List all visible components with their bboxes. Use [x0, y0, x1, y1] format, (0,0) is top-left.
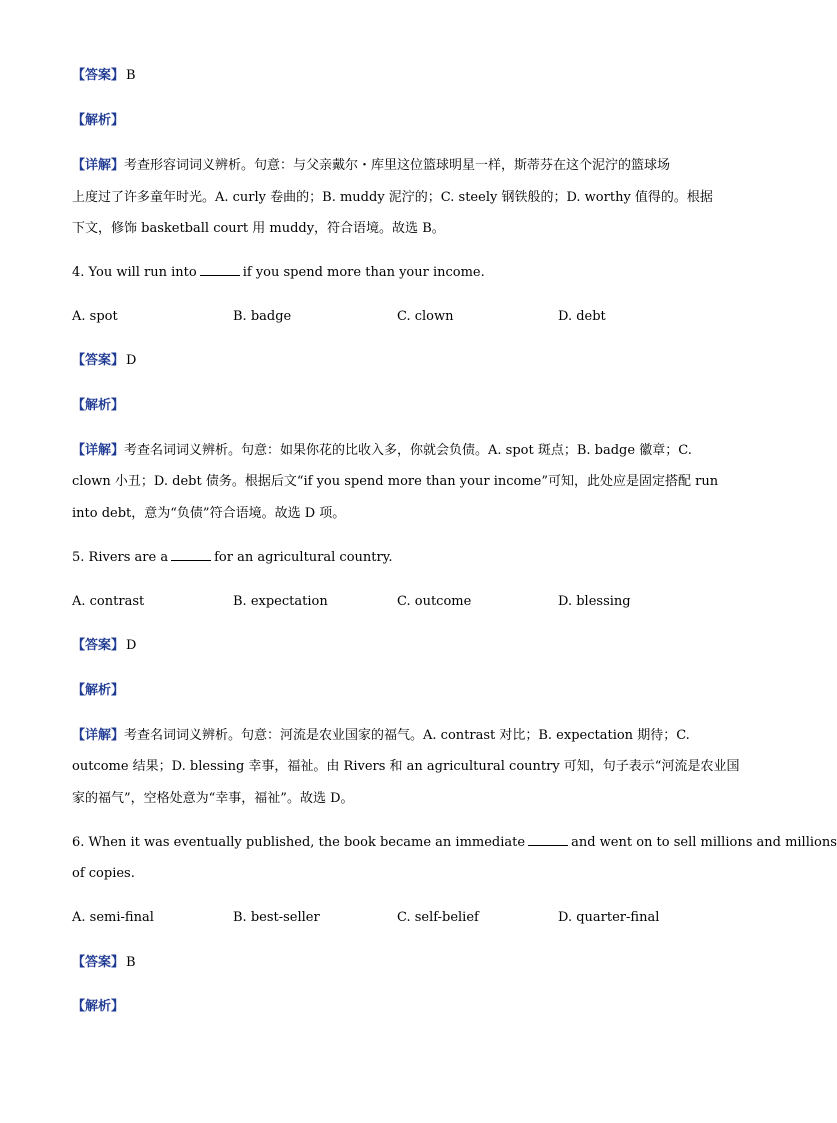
detail-tag: 【详解】 [72, 158, 125, 173]
detail-text: 考查名词词义辨析。句意：河流是农业国家的福气。A. contrast 对比；B. expectation 期待；C. [124, 728, 690, 743]
option-b: B. expectation [233, 594, 328, 609]
option-d: D. quarter-final [558, 910, 660, 925]
detail-tag: 【详解】 [72, 443, 125, 458]
answer-blank [171, 548, 211, 561]
detail-text: 家的福气”，空格处意为“幸事，福祉”。故选 D。 [72, 791, 354, 806]
question-stem [72, 548, 392, 567]
stem-text: for an agricultural country. [214, 550, 393, 565]
option-c: C. self-belief [397, 910, 479, 925]
detail-text: into debt，意为“负债”符合语境。故选 D 项。 [72, 506, 346, 521]
detail-line [72, 442, 692, 460]
detail-text: clown 小丑；D. debt 债务。根据后文“if you spend more than your income”可知，此处应是固定搭配 run [72, 474, 719, 489]
option-b: B. badge [233, 309, 292, 324]
stem-text: 6. When it was eventually published, the book became an immediate [72, 835, 526, 850]
detail-text: outcome 结果；D. blessing 幸事，福祉。由 Rivers 和 an agricultural country 可知，句子表示“河流是农业国 [72, 759, 740, 774]
option-a: A. semi-final [72, 910, 154, 925]
answer-tag: 【答案】 [72, 68, 125, 83]
answer-line [72, 352, 136, 370]
analysis-tag: 【解析】 [72, 113, 125, 128]
analysis-tag: 【解析】 [72, 683, 125, 698]
analysis-line [72, 682, 124, 700]
analysis-tag: 【解析】 [72, 398, 125, 413]
detail-text: 考查形容词词义辨析。句意：与父亲戴尔・库里这位篮球明星一样，斯蒂芬在这个泥泞的篮球场 [124, 158, 671, 173]
answer-blank [528, 833, 568, 846]
answer-line [72, 954, 136, 972]
option-a: A. spot [72, 309, 118, 324]
answer-tag: 【答案】 [72, 353, 125, 368]
analysis-tag: 【解析】 [72, 999, 125, 1014]
stem-text: and went on to sell millions and millions [571, 835, 837, 850]
option-c: C. clown [397, 309, 454, 324]
answer-value: D [126, 353, 137, 368]
stem-text: of copies. [72, 866, 135, 881]
analysis-line [72, 998, 124, 1016]
option-a: A. contrast [72, 594, 145, 609]
detail-line [72, 157, 670, 175]
option-d: D. blessing [558, 594, 631, 609]
stem-text: if you spend more than your income. [242, 265, 485, 280]
answer-tag: 【答案】 [72, 955, 125, 970]
analysis-line [72, 112, 124, 130]
option-d: D. debt [558, 309, 606, 324]
detail-text: 考查名词词义辨析。句意：如果你花的比收入多，你就会负债。A. spot 斑点；B. badge 徽章；C. [124, 443, 692, 458]
question-stem [72, 263, 485, 282]
detail-text: 下文，修饰 basketball court 用 muddy，符合语境。故选 B。 [72, 221, 445, 236]
answer-value: B [126, 68, 136, 83]
detail-tag: 【详解】 [72, 728, 125, 743]
question-stem [72, 833, 837, 852]
option-c: C. outcome [397, 594, 472, 609]
detail-line [72, 727, 690, 745]
detail-text: 上度过了许多童年时光。A. curly 卷曲的；B. muddy 泥泞的；C. steely 钢铁般的；D. worthy 值得的。根据 [72, 190, 713, 205]
stem-text: 4. You will run into [72, 265, 197, 280]
option-b: B. best-seller [233, 910, 320, 925]
answer-line [72, 67, 136, 85]
answer-value: B [126, 955, 136, 970]
answer-value: D [126, 638, 137, 653]
answer-blank [200, 263, 240, 276]
stem-text: 5. Rivers are a [72, 550, 169, 565]
answer-line [72, 637, 136, 655]
answer-tag: 【答案】 [72, 638, 125, 653]
analysis-line [72, 397, 124, 415]
